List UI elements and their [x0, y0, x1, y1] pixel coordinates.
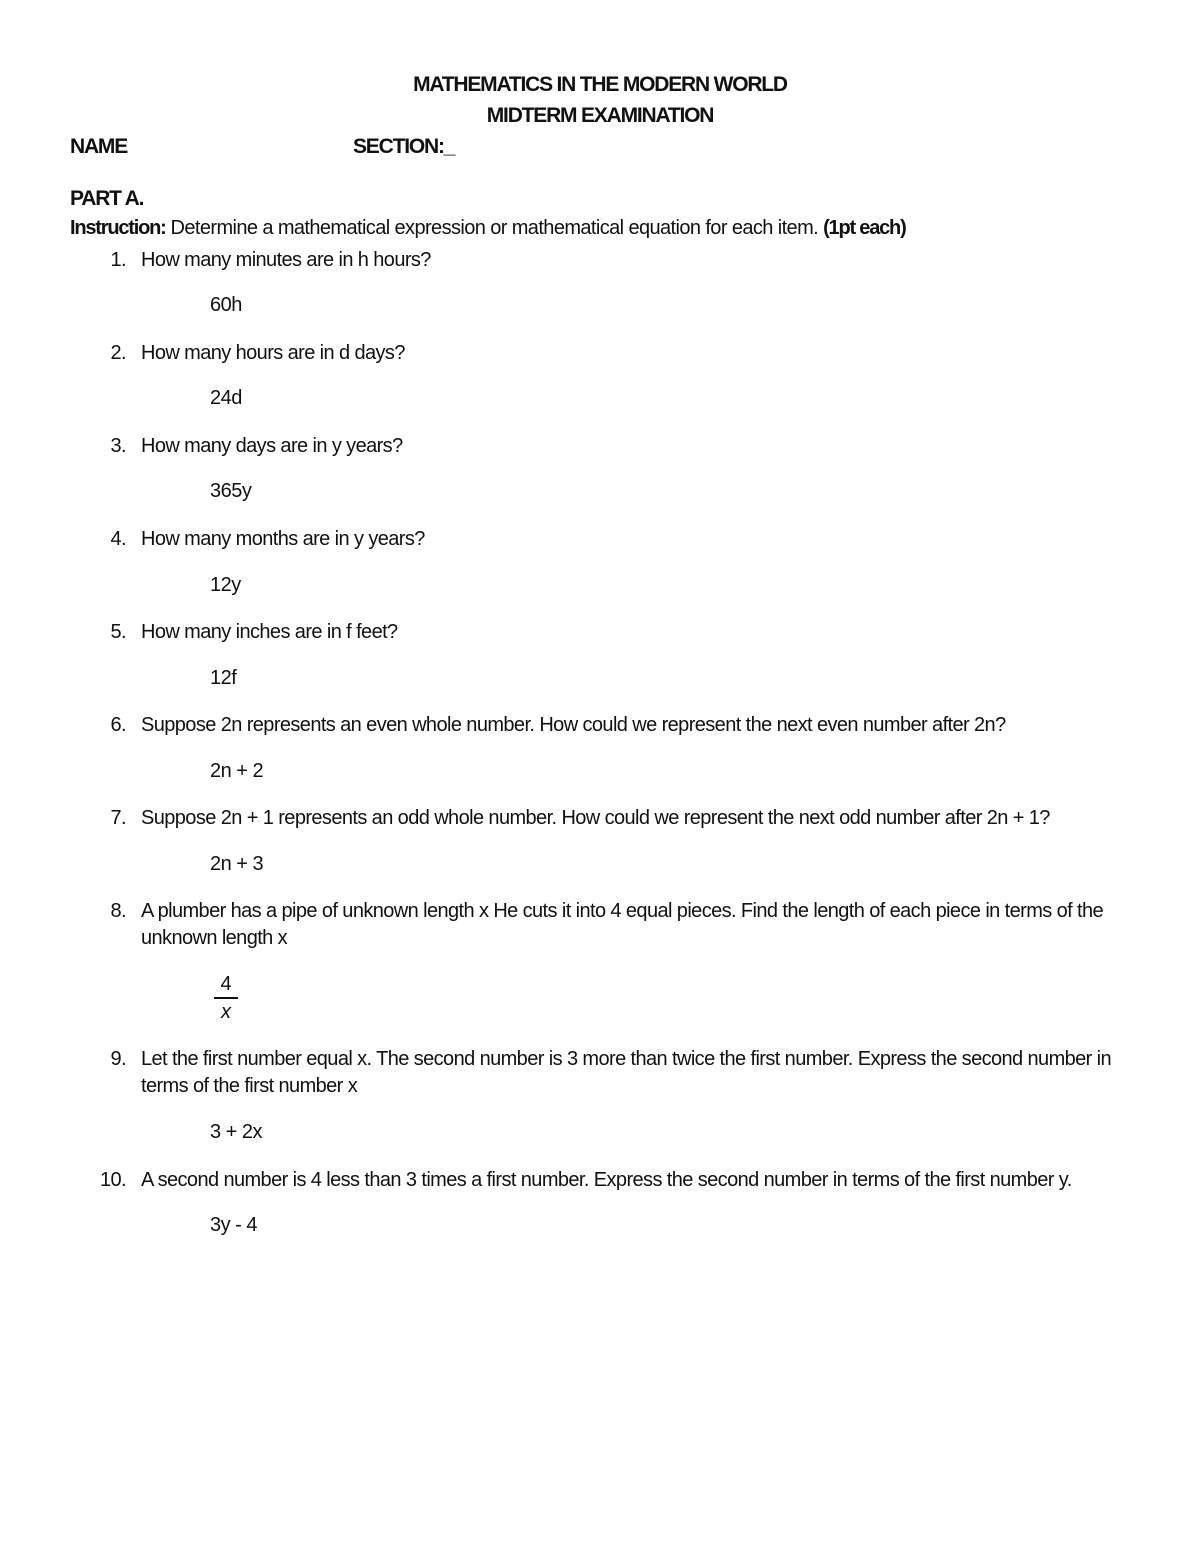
- answer-2: 24d: [210, 387, 242, 409]
- question-number: 1.: [110, 249, 126, 271]
- question-text: Suppose 2n represents an even whole number. How could we represent the next even number after 2n?: [141, 714, 1006, 736]
- question-number: 7.: [110, 807, 126, 829]
- question-number: 9.: [110, 1048, 126, 1070]
- question-number: 8.: [110, 900, 126, 922]
- answer-7: 2n + 3: [210, 853, 264, 875]
- fraction-bar: [214, 997, 238, 999]
- question-number: 6.: [110, 714, 126, 736]
- points-note: (1pt each): [823, 217, 906, 239]
- name-label: NAME: [70, 135, 128, 158]
- exam-title: MATHEMATICS IN THE MODERN WORLD: [413, 73, 787, 96]
- question-text: How many days are in y years?: [141, 435, 403, 457]
- question-text: How many minutes are in h hours?: [141, 249, 431, 271]
- question-text: How many inches are in f feet?: [141, 621, 398, 643]
- answer-8-fraction: [214, 972, 238, 1023]
- section-label: SECTION:_: [353, 135, 455, 158]
- question-text: Let the first number equal x. The second number is 3 more than twice the first number. Express the second number in terms of the first number x: [141, 1048, 1112, 1097]
- question-text: A plumber has a pipe of unknown length x He cuts it into 4 equal pieces. Find the length of each piece in terms of the unknown length x: [141, 900, 1104, 949]
- question-number: 5.: [110, 621, 126, 643]
- fraction-denominator: x: [221, 1001, 231, 1023]
- answer-3: 365y: [210, 480, 252, 502]
- instruction-text: Determine a mathematical expression or mathematical equation for each item.: [165, 217, 824, 239]
- answer-6: 2n + 2: [210, 760, 264, 782]
- part-a-heading: PART A.: [70, 187, 144, 210]
- answer-1: 60h: [210, 294, 242, 316]
- question-text: How many months are in y years?: [141, 528, 425, 550]
- exam-subtitle: MIDTERM EXAMINATION: [486, 104, 714, 127]
- question-number: 3.: [110, 435, 126, 457]
- question-number: 10.: [99, 1169, 126, 1191]
- question-text: Suppose 2n + 1 represents an odd whole number. How could we represent the next odd number after 2n + 1?: [141, 807, 1050, 829]
- fraction-numerator: 4: [220, 973, 232, 995]
- answer-10: 3y - 4: [210, 1214, 258, 1236]
- answer-4: 12y: [210, 574, 241, 596]
- question-text: How many hours are in d days?: [141, 342, 405, 364]
- question-text: A second number is 4 less than 3 times a first number. Express the second number in terms of the first number y.: [141, 1169, 1072, 1191]
- answer-9: 3 + 2x: [210, 1121, 263, 1143]
- answer-5: 12f: [210, 667, 237, 689]
- instruction-line: [70, 217, 906, 240]
- question-number: 2.: [110, 342, 126, 364]
- question-number: 4.: [110, 528, 126, 550]
- instruction-label: Instruction:: [70, 217, 166, 239]
